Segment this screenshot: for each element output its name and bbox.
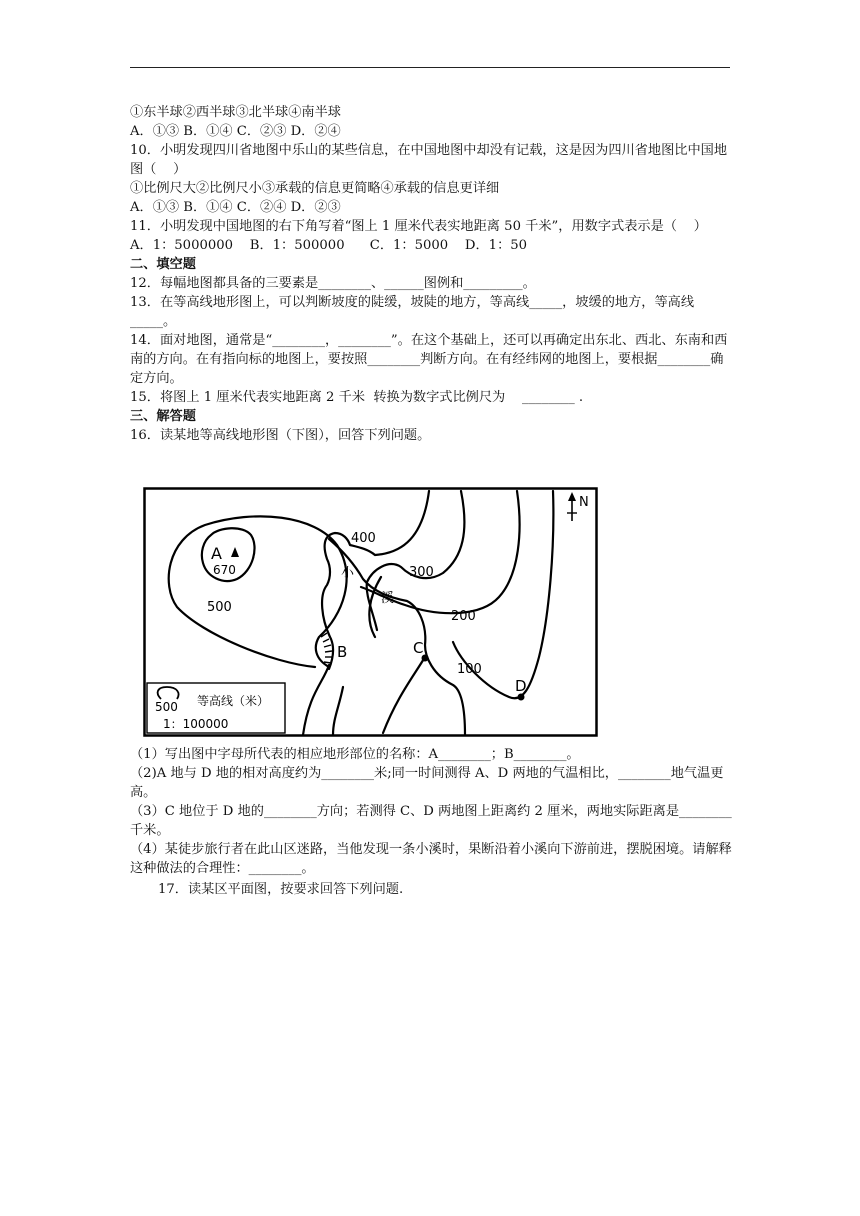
q12-stem: 12．每幅地图都具备的三要素是________、______图例和_________。 — [130, 276, 536, 291]
contour-label-400: 400 — [351, 531, 376, 546]
q10-options-text: ①比例尺大②比例尺小③承载的信息更简略④承载的信息更详细 — [130, 181, 500, 196]
north-label: N — [579, 495, 589, 510]
summit-elevation-label: 670 — [213, 563, 236, 577]
stream-label-char-1: 小 — [341, 566, 355, 581]
section-fill-in-title: 二、填空题 — [130, 257, 196, 272]
q16-subquestions — [130, 745, 732, 899]
point-d-label: D — [515, 677, 527, 695]
document-body — [130, 103, 732, 445]
q10-choices: A．①③ B．①④ C．②④ D．②③ — [130, 200, 341, 215]
point-c-label: C — [413, 639, 424, 657]
contour-label-100: 100 — [457, 662, 482, 677]
stream-label-char-2: 溪 — [381, 591, 395, 606]
section-answer-title: 三、解答题 — [130, 409, 196, 424]
q14-stem: 14．面对地图，通常是“________，________”。在这个基础上，还可以再确定出东北、西北、东南和西南的方向。在有指向标的地图上，要按照________判断方向。在有经纬网的地图上，要根据________确定方向。 — [130, 333, 728, 386]
header-rule — [130, 67, 730, 68]
point-b-label: B — [337, 643, 348, 661]
q15-stem: 15．将图上 1 厘米代表实地距离 2 千米 转换为数字式比例尺为 ________ . — [130, 390, 584, 405]
q16-stem: 16．读某地等高线地形图（下图），回答下列问题。 — [130, 428, 431, 443]
map-legend — [147, 683, 285, 733]
contour-label-300: 300 — [409, 565, 434, 580]
q16-part-3: （3）C 地位于 D 地的________方向；若测得 C、D 两地图上距离约 2 厘米，两地实际距离是________千米。 — [130, 804, 732, 838]
legend-contour-label: 等高线（米） — [197, 694, 270, 708]
q16-part-1: （1）写出图中字母所代表的相应地形部位的名称：A________；B________。 — [130, 747, 580, 762]
legend-sample-value: 500 — [155, 700, 178, 714]
q11-stem: 11．小明发现中国地图的右下角写着“图上 1 厘米代表实地距离 50 千米”，用数字式表示是（ ） — [130, 219, 707, 234]
q9-options-text: ①东半球②西半球③北半球④南半球 — [130, 105, 341, 120]
q17-stem: 17．读某区平面图，按要求回答下列问题. — [158, 882, 404, 897]
q11-choices: A．1：5000000 B．1：500000 C．1：5000 D．1：50 — [130, 238, 528, 253]
q16-part-4: （4）某徒步旅行者在此山区迷路，当他发现一条小溪时，果断沿着小溪向下游前进，摆脱困境。请解释这种做法的合理性：________。 — [130, 842, 732, 876]
q16-part-2: （2)A 地与 D 地的相对高度约为________米;同一时间测得 A、D 两地的气温相比，________地气温更高。 — [130, 766, 724, 800]
contour-map — [143, 487, 598, 737]
map-scale-label: 1：100000 — [163, 717, 229, 731]
q13-stem: 13．在等高线地形图上，可以判断坡度的陡缓，坡陡的地方，等高线_____，坡缓的地方，等高线_____。 — [130, 295, 695, 329]
q9-choices: A．①③ B．①④ C．②③ D．②④ — [130, 124, 341, 139]
contour-label-500: 500 — [207, 600, 232, 615]
q10-stem: 10．小明发现四川省地图中乐山的某些信息，在中国地图中却没有记载，这是因为四川省地图比中国地图（ ） — [130, 143, 728, 177]
contour-label-200: 200 — [451, 609, 476, 624]
point-a-label: A — [211, 544, 222, 563]
